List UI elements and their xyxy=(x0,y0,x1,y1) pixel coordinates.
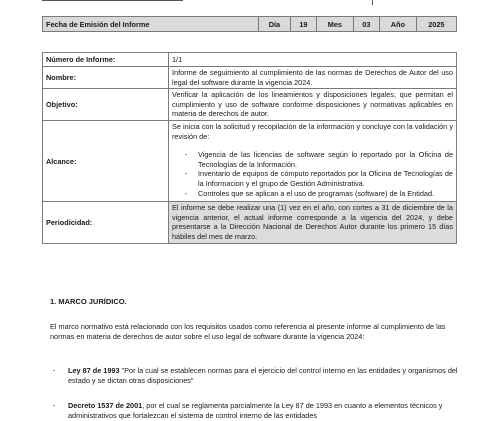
report-periodicity-value: El informe se debe realizar una (1) vez en el año, con cortes a 31 de diciembre de la vigencia anterior, el actual informe corresponde a la vigencia del 2024, y debe presentarse a la Dirección Nacional de Derechos Autor durante los primero 15 días hábiles del mes de marzo. xyxy=(169,202,457,243)
scope-item: - Inventario de equipos de cómputo reportados por la Oficina de Tecnologías de la Informacion y el grupo de Gestión Administrativa. xyxy=(198,169,453,188)
law-name: Ley 87 de 1993 xyxy=(68,366,120,375)
year-value: 2025 xyxy=(416,17,456,32)
law-text: , por el cual se reglamenta parcialmente la Ley 87 de 1993 en cuanto a elementos técnicos y administrativos que fortalezcan el sistema de control interno de las entidades xyxy=(68,401,443,420)
day-value: 19 xyxy=(290,17,316,32)
report-objective-label: Objetivo: xyxy=(43,89,169,121)
header-rule-segment xyxy=(42,0,183,1)
month-label: Mes xyxy=(317,17,354,32)
report-scope-value xyxy=(169,120,457,201)
law-item xyxy=(53,366,460,386)
law-name: Decreto 1537 de 2001 xyxy=(68,401,143,410)
law-bullet: - xyxy=(53,401,56,410)
scope-item: - Vigencia de las licencias de software según lo reportado por la Oficina de Tecnologías de la Información. xyxy=(198,150,453,169)
report-name-label: Nombre: xyxy=(43,67,169,89)
year-label: Año xyxy=(379,17,416,32)
report-objective-row xyxy=(43,89,457,121)
law-text: "Por la cual se establecen normas para el ejercicio del control interno en las entidades y organismos del estado y se dictan otras disposiciones" xyxy=(68,366,458,385)
report-number-value: 1/1 xyxy=(169,53,457,67)
emission-date-label: Fecha de Emisión del Informe xyxy=(43,17,259,32)
day-label: Día xyxy=(259,17,291,32)
section-intro: El marco normativo está relacionado con los requisitos usados como referencia al presente informe al cumplimiento de las normas en materia de derechos de autor sobre el uso legal de software durante la vigencia 2024: xyxy=(50,322,446,341)
scope-intro: Se inicia con la solicitud y recopilación de la información y concluye con la validación y revisión de: xyxy=(172,121,453,141)
report-name-value: Informe de seguimiento al cumplimiento de las normas de Derechos de Autor del uso legal del software durante la vigencia 2024. xyxy=(169,67,457,89)
law-bullet: - xyxy=(53,366,56,375)
month-value: 03 xyxy=(353,17,379,32)
header-rule-tick xyxy=(372,0,373,5)
report-scope-row xyxy=(43,120,457,201)
section-title: 1. MARCO JURÍDICO. xyxy=(50,297,127,306)
report-objective-value: Verificar la aplicación de los lineamientos y disposiciones legales, que permitan el cumplimiento y uso de software conforme disposiciones y normativas aplicables en materia de derechos de autor. xyxy=(169,89,457,121)
law-item xyxy=(53,401,460,421)
report-periodicity-row xyxy=(43,202,457,243)
report-scope-label: Alcance: xyxy=(43,120,169,201)
report-number-row xyxy=(43,53,457,67)
report-periodicity-label: Periodicidad: xyxy=(43,202,169,243)
scope-item: - Controles que se aplican a el uso de programas (software) de la Entidad. xyxy=(198,189,453,199)
emission-date-row xyxy=(43,17,457,32)
report-number-label: Número de Informe: xyxy=(43,53,169,67)
scope-list xyxy=(172,150,453,198)
emission-date-table xyxy=(42,16,457,32)
header-rule xyxy=(0,0,489,6)
report-info-table xyxy=(42,52,457,244)
report-name-row xyxy=(43,67,457,89)
